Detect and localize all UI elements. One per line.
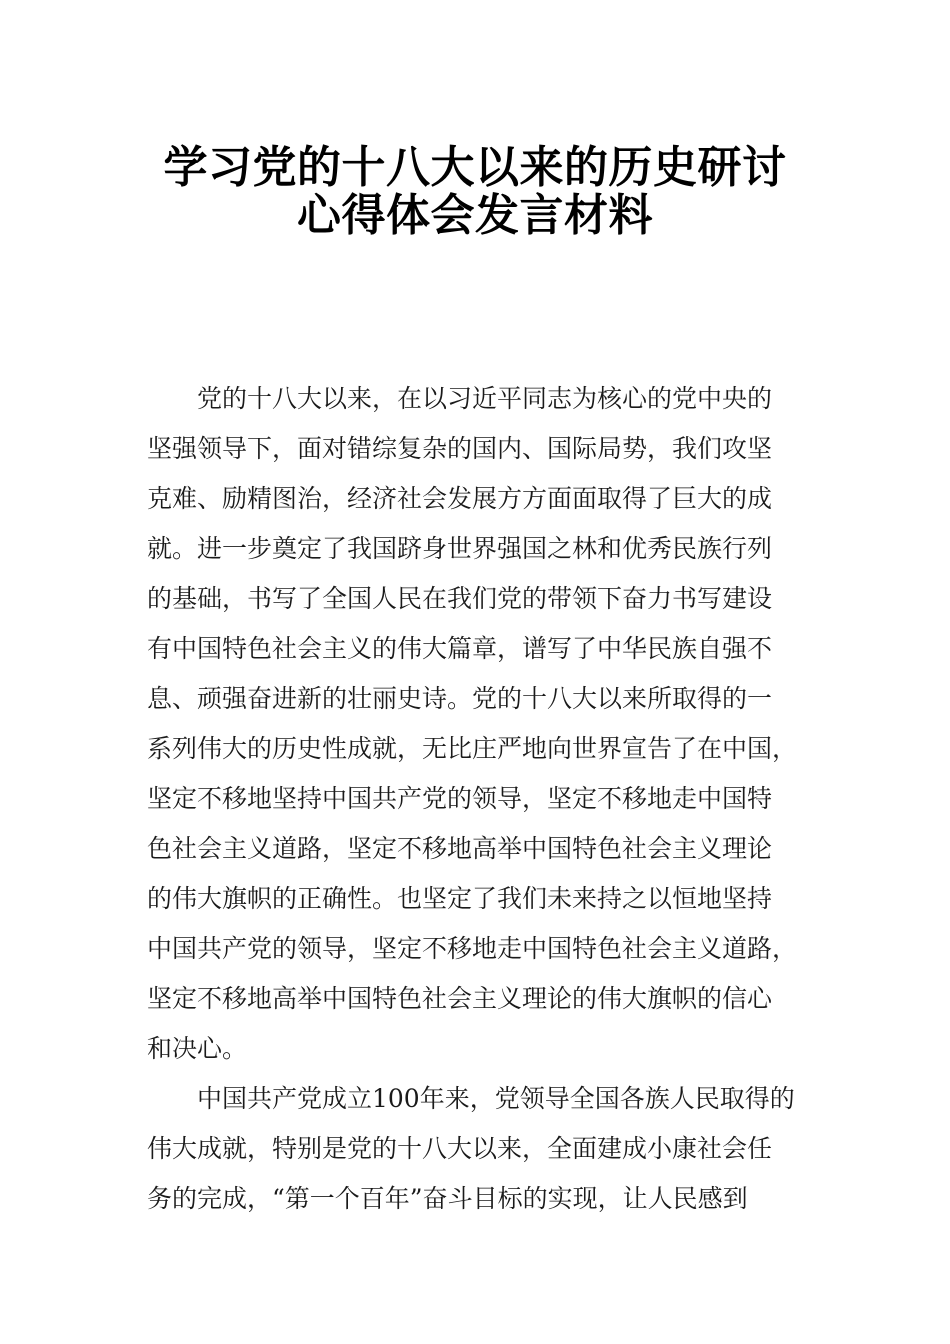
body-line: 就。进一步奠定了我国跻身世界强国之林和优秀民族行列 [147, 534, 773, 563]
body-line: 中国共产党的领导，坚定不移地走中国特色社会主义道路， [147, 934, 798, 963]
body-line: 务的完成，“第一个百年”奋斗目标的实现，让人民感到 [147, 1184, 748, 1213]
body-line: 伟大成就，特别是党的十八大以来，全面建成小康社会任 [147, 1134, 773, 1163]
body-line: 坚定不移地高举中国特色社会主义理论的伟大旗帜的信心 [147, 984, 773, 1013]
body-line: 党的十八大以来，在以习近平同志为核心的党中央的 [147, 384, 773, 413]
body-line: 息、顽强奋进新的壮丽史诗。党的十八大以来所取得的一 [147, 684, 773, 713]
body-line: 系列伟大的历史性成就，无比庄严地向世界宣告了在中国， [147, 734, 798, 763]
document-title-line-1: 学习党的十八大以来的历史研讨 [163, 142, 787, 193]
body-line: 坚强领导下，面对错综复杂的国内、国际局势，我们攻坚 [147, 434, 773, 463]
body-line: 有中国特色社会主义的伟大篇章，谱写了中华民族自强不 [147, 634, 773, 663]
body-line: 和决心。 [147, 1034, 248, 1063]
body-line: 坚定不移地坚持中国共产党的领导，坚定不移地走中国特 [147, 784, 773, 813]
body-line: 克难、励精图治，经济社会发展方方面面取得了巨大的成 [147, 484, 773, 513]
body-line: 的伟大旗帜的正确性。也坚定了我们未来持之以恒地坚持 [147, 884, 773, 913]
document-title-line-2: 心得体会发言材料 [297, 190, 653, 241]
body-line: 中国共产党成立100年来，党领导全国各族人民取得的 [147, 1084, 795, 1113]
body-line: 的基础，书写了全国人民在我们党的带领下奋力书写建设 [147, 584, 773, 613]
body-line: 色社会主义道路，坚定不移地高举中国特色社会主义理论 [147, 834, 773, 863]
